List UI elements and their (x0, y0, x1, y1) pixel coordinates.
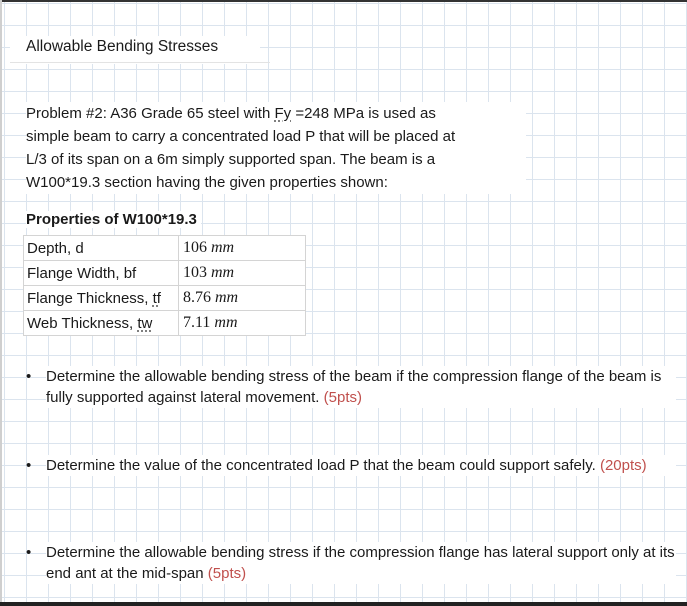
bullet-icon: • (26, 457, 32, 474)
bullet-icon: • (26, 544, 32, 561)
table-row (24, 286, 306, 311)
task-description: Determine the allowable bending stress of the beam if the compression flange of the beam is fully supported against lateral movement. (46, 368, 662, 406)
value-unit: mm (211, 239, 235, 256)
properties-table (23, 235, 306, 336)
task-description: Determine the allowable bending stress if the compression flange has lateral support only at its end ant at the mid-span (46, 544, 675, 582)
property-symbol: tw (137, 314, 153, 332)
problem-lead: Problem #2: A36 Grade 65 steel with (26, 105, 275, 122)
page-title: Allowable Bending Stresses (26, 38, 219, 55)
task-item (26, 542, 676, 584)
task-text (46, 366, 676, 408)
task-item (26, 366, 676, 408)
problem-line-2: simple beam to carry a concentrated load P that will be placed at (26, 128, 456, 145)
property-label-text: Flange Thickness, (27, 289, 153, 307)
problem-statement (26, 102, 526, 194)
bullet-icon: • (26, 368, 32, 385)
table-row (24, 261, 306, 286)
task-points: (5pts) (207, 565, 247, 582)
task-points: (20pts) (599, 457, 647, 474)
property-label-text: Web Thickness, (27, 314, 138, 332)
property-label (24, 286, 179, 311)
property-label (24, 311, 179, 336)
problem-rest-1: =248 MPa is used as (291, 105, 436, 122)
property-value (179, 236, 306, 261)
property-label-text: Depth, d (27, 239, 84, 257)
property-symbol: tf (152, 289, 161, 307)
value-unit: mm (215, 289, 239, 306)
problem-line-1 (26, 102, 526, 125)
fy-symbol: Fy (274, 105, 292, 122)
value-unit: mm (214, 314, 238, 331)
property-label-text: Flange Width, bf (27, 264, 137, 282)
property-value (179, 311, 306, 336)
value-number: 106 (183, 239, 207, 256)
problem-line-3: L/3 of its span on a 6m simply supported span. The beam is a (26, 151, 436, 168)
task-text (46, 542, 676, 584)
bottom-border (0, 602, 687, 606)
property-value (179, 261, 306, 286)
task-item (26, 455, 676, 476)
top-border (0, 0, 687, 2)
property-label (24, 236, 179, 261)
value-unit: mm (211, 264, 235, 281)
properties-heading: Properties of W100*19.3 (26, 211, 201, 228)
task-text (46, 455, 676, 476)
task-description: Determine the value of the concentrated load P that the beam could support safely. (46, 457, 600, 474)
task-points: (5pts) (323, 389, 362, 406)
property-label (24, 261, 179, 286)
property-value (179, 286, 306, 311)
table-row (24, 311, 306, 336)
problem-line-4: W100*19.3 section having the given properties shown: (26, 174, 388, 191)
title-divider (10, 62, 270, 63)
value-number: 7.11 (183, 314, 211, 331)
value-number: 8.76 (183, 289, 211, 306)
table-row (24, 236, 306, 261)
value-number: 103 (183, 264, 207, 281)
left-border (0, 0, 2, 606)
